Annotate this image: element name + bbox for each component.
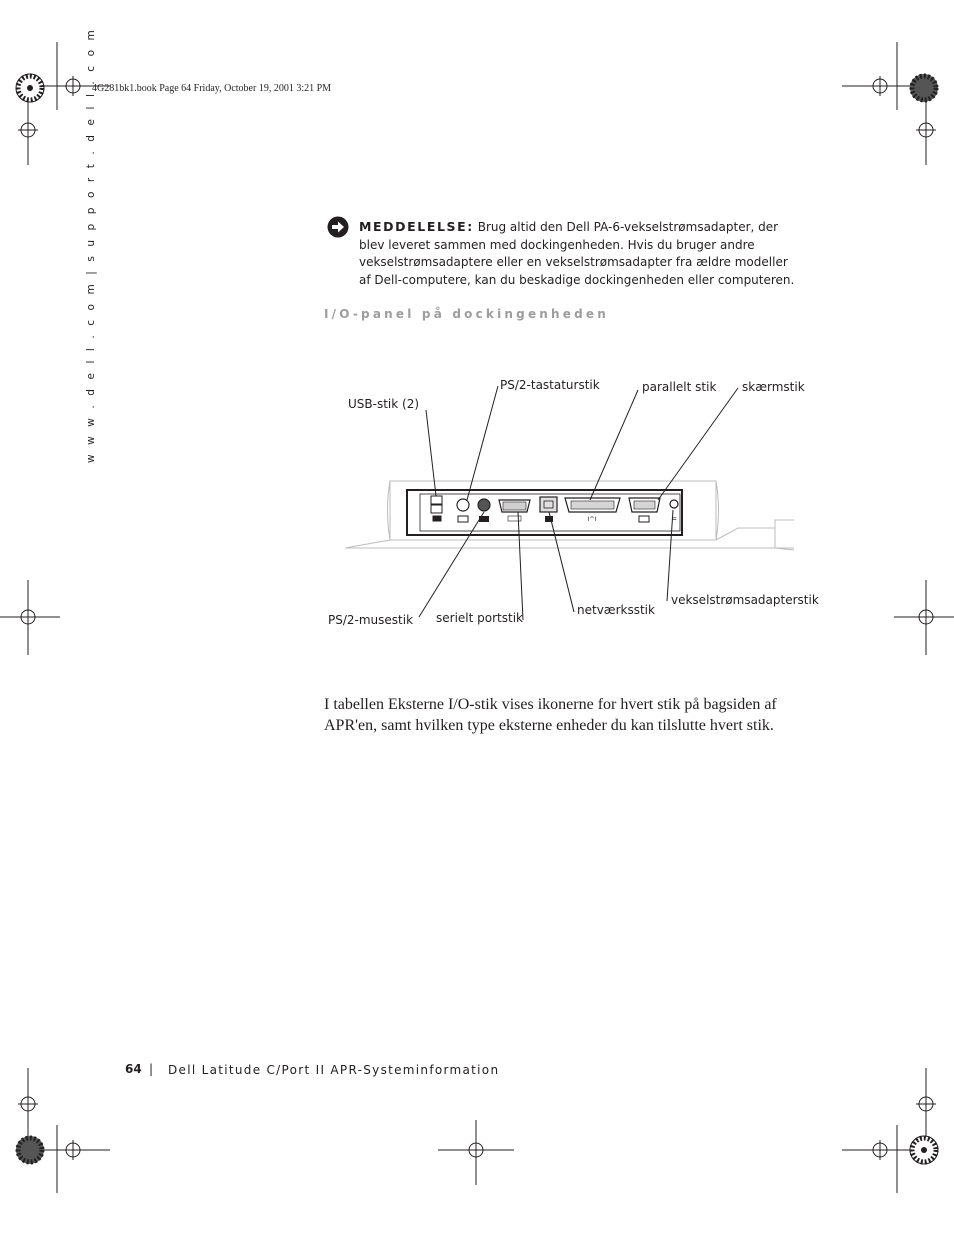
- callout-network: netværksstik: [577, 603, 655, 617]
- print-header: 4G281bk1.book Page 64 Friday, October 19, 2001 3:21 PM: [92, 83, 332, 94]
- svg-text:=: =: [671, 515, 677, 523]
- callout-parallel: parallelt stik: [642, 380, 717, 394]
- callout-usb: USB-stik (2): [348, 397, 420, 411]
- callout-serial: serielt portstik: [436, 611, 523, 625]
- footer-separator: |: [149, 1062, 154, 1076]
- notice-label: MEDDELELSE:: [359, 219, 474, 234]
- svg-text:I^I: I^I: [587, 516, 597, 523]
- section-heading: I/O-panel på dockingenheden: [324, 307, 609, 321]
- notice-text: Brug altid den Dell PA-6-vekselstrømsadapter, der blev leveret sammen med dockingenheden. Hvis du bruger andre vekselstrømsadaptere eller en vekselstrømsadapter fra ældre modeller af Dell-computere, kan du beskadige dockingenheden eller computeren.: [359, 220, 795, 287]
- callout-ps2-mouse: PS/2-musestik: [328, 613, 414, 627]
- callout-ps2-keyboard: PS/2-tastaturstik: [500, 378, 600, 392]
- page-number: 64: [125, 1062, 142, 1076]
- side-url: w w w . d e l l . c o m | s u p p o r t . d e l l . c o m: [85, 27, 97, 463]
- callout-monitor: skærmstik: [742, 380, 805, 394]
- footer-title: Dell Latitude C/Port II APR-Systeminformation: [168, 1063, 500, 1077]
- callout-ac-adapter: vekselstrømsadapterstik: [671, 593, 819, 607]
- body-paragraph: I tabellen Eksterne I/O-stik vises ikonerne for hvert stik på bagsiden af APR'en, samt hvilken type eksterne enheder du kan tilslutte hvert stik.: [324, 696, 777, 734]
